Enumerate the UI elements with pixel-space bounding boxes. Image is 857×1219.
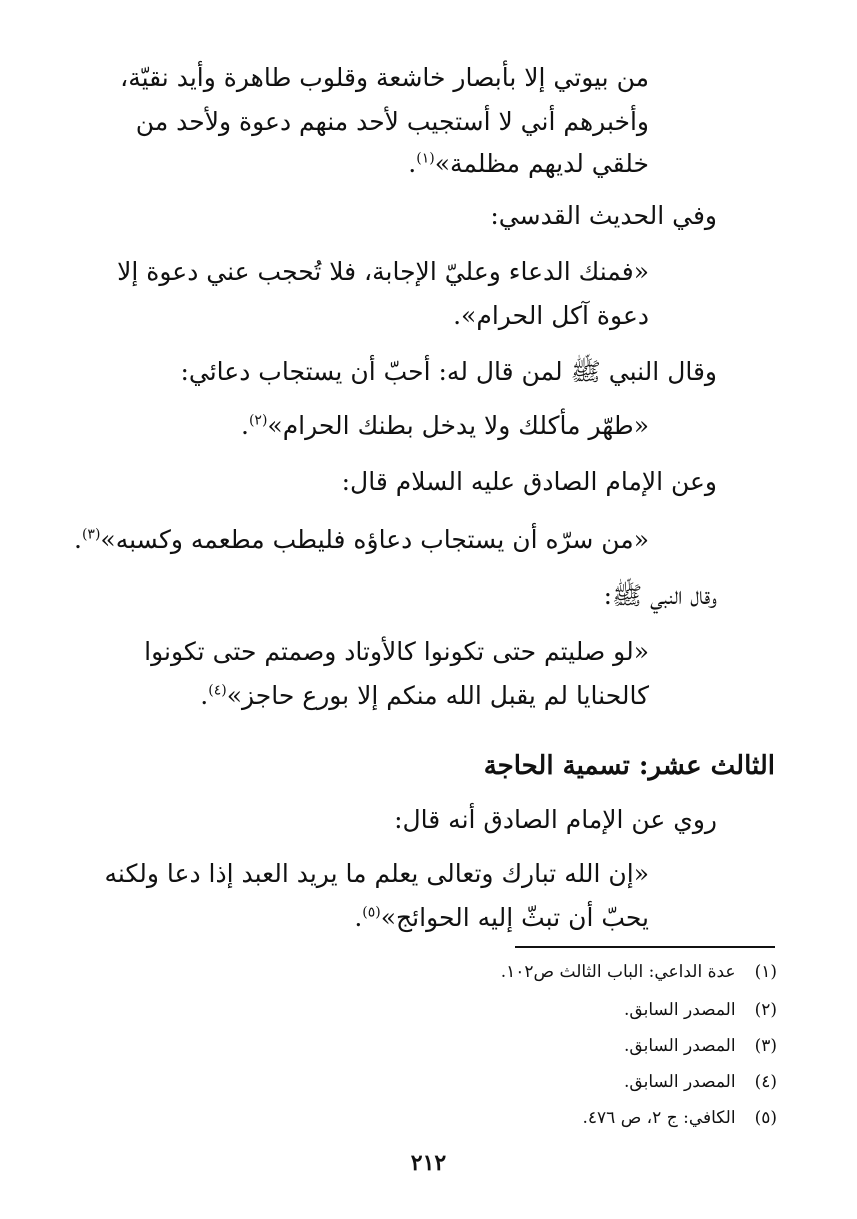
footnote-ref: (٥) (362, 904, 381, 921)
paragraph-line: من بيوتي إلا بأبصار خاشعة وقلوب طاهرة وأيد نقيّة، (120, 63, 649, 92)
quote-line: كالحنايا لم يقبل الله منكم إلا بورع حاجز»$^{(٤)}$. (200, 681, 649, 710)
page-number: ٢١٢ (410, 1150, 447, 1176)
quote-line: «لو صليتم حتى تكونوا كالأوتاد وصمتم حتى تكونوا (144, 637, 649, 666)
footnote-ref: (٢) (248, 412, 268, 429)
footnote-divider (515, 946, 775, 948)
intro-line: وقال النبي ﷺ: (603, 581, 717, 610)
section-heading: الثالث عشر: تسمية الحاجة (483, 751, 775, 781)
footnote: (١) عدة الداعي: الباب الثالث ص١٠٢. (500, 962, 777, 982)
intro-line: وفي الحديث القدسي: (490, 201, 717, 230)
quote-line: «طهّر مأكلك ولا يدخل بطنك الحرام»$^{(٢)}$. (240, 411, 649, 440)
footnote: (٥) الكافي: ج ٢، ص ٤٧٦. (582, 1108, 777, 1128)
footnote-ref: (٣) (81, 526, 101, 543)
quote-line: «فمنك الدعاء وعليّ الإجابة، فلا تُحجب عني دعوة إلا (117, 257, 649, 286)
quote-line: دعوة آكل الحرام». (453, 301, 649, 330)
footnote-ref: (١) (416, 150, 435, 167)
quote-line: يحبّ أن تبثّ إليه الحوائج»$^{(٥)}$. (354, 903, 649, 932)
intro-line: وعن الإمام الصادق عليه السلام قال: (341, 467, 717, 496)
paragraph-line: خلقي لديهم مظلمة»$^{(١)}$. (408, 149, 649, 178)
footnote-ref: (٤) (208, 682, 227, 699)
quote-line: «من سرّه أن يستجاب دعاؤه فليطب مطعمه وكسبه»$^{(٣)}$. (73, 525, 649, 554)
quote-line: «إن الله تبارك وتعالى يعلم ما يريد العبد إذا دعا ولكنه (104, 859, 649, 888)
footnote: (٢) المصدر السابق. (624, 1000, 777, 1020)
footnote: (٣) المصدر السابق. (624, 1036, 777, 1056)
paragraph-line: وأخبرهم أني لا أستجيب لأحد منهم دعوة ولأحد من (135, 107, 649, 136)
intro-line: وقال النبي ﷺ لمن قال له: أحبّ أن يستجاب دعائي: (180, 357, 717, 386)
footnote: (٤) المصدر السابق. (624, 1072, 777, 1092)
intro-line: روي عن الإمام الصادق أنه قال: (394, 805, 717, 834)
